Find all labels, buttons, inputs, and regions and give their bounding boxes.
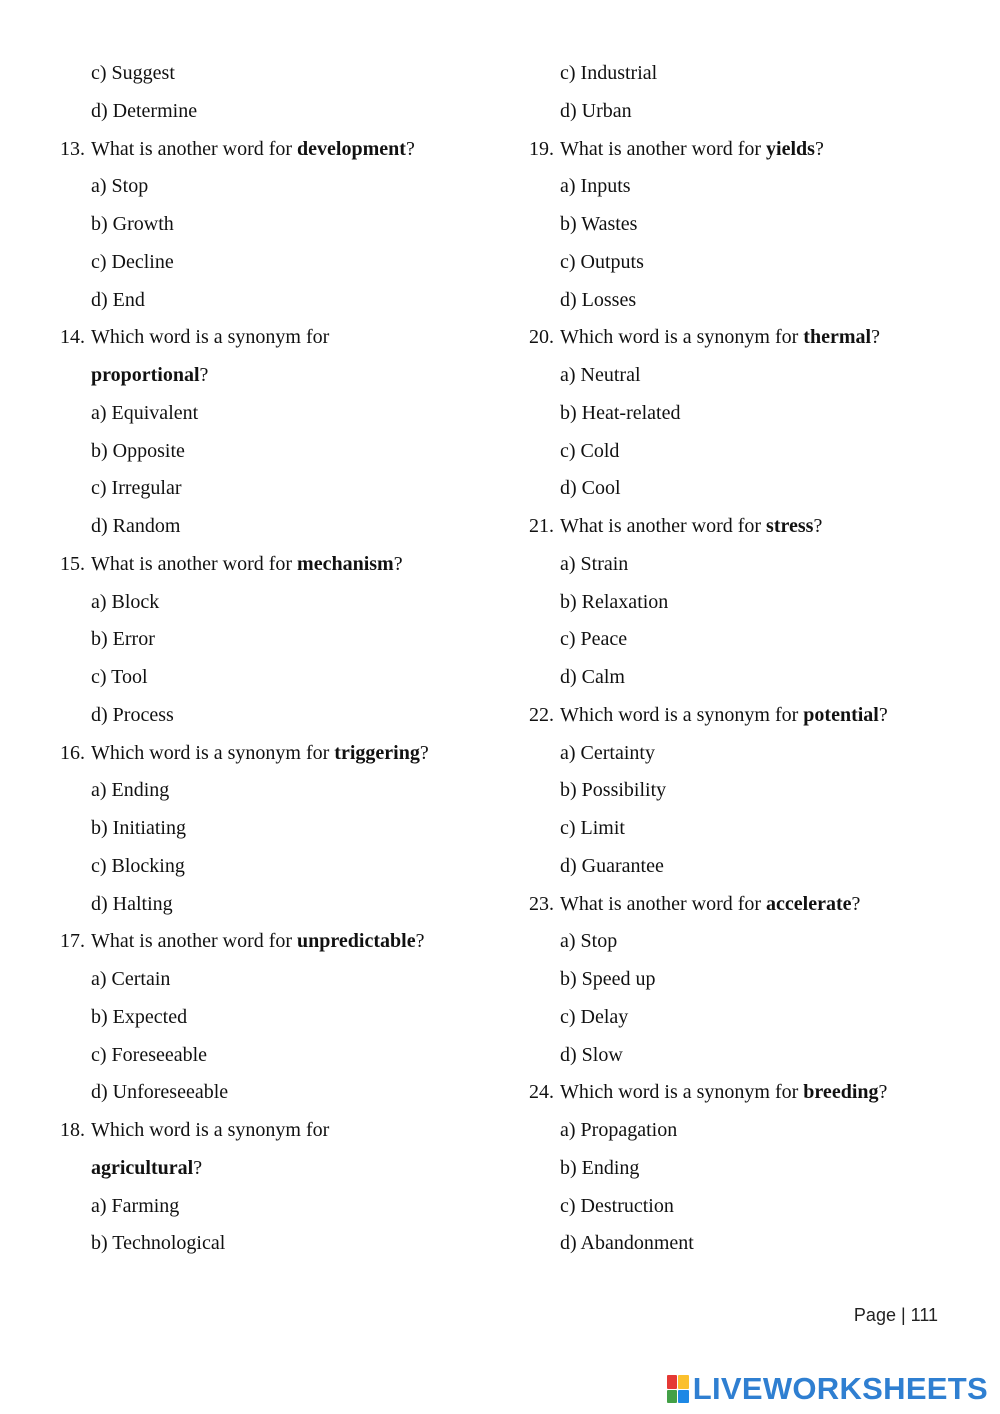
question-number: 20. [529, 326, 554, 349]
answer-option: d) Unforeseeable [91, 1081, 229, 1104]
answer-option: b) Technological [91, 1232, 226, 1255]
answer-option: d) Slow [560, 1043, 623, 1066]
question-suffix: ? [405, 137, 415, 160]
answer-option: b) Opposite [91, 439, 185, 462]
question-number: 22. [529, 703, 554, 726]
question-number: 15. [60, 552, 85, 575]
question-line [529, 886, 969, 924]
question-keyword: potential [803, 703, 879, 726]
answer-option: a) Farming [91, 1194, 180, 1217]
question-prefix: Which word is a synonym for [560, 1081, 804, 1104]
answer-option: c) Foreseeable [91, 1043, 208, 1066]
question-continuation [60, 1150, 490, 1188]
question-keyword: yields [766, 137, 815, 160]
answer-option: c) Delay [560, 1005, 629, 1028]
question-text [91, 131, 415, 169]
answer-option: a) Strain [560, 552, 629, 575]
answer-option: a) Ending [91, 779, 170, 802]
question-suffix: ? [393, 552, 403, 575]
answer-option: a) Certain [91, 968, 171, 990]
question-suffix: ? [415, 930, 425, 953]
question-keyword: stress [766, 515, 814, 537]
question-line [60, 735, 490, 773]
question-text [560, 131, 824, 169]
question-line [60, 319, 490, 357]
question-text [560, 319, 880, 357]
left-column [60, 55, 490, 1263]
question-keyword: mechanism [297, 552, 394, 575]
question-suffix: ? [813, 515, 823, 537]
question-line [60, 923, 490, 961]
logo-square-icon [667, 1390, 678, 1404]
answer-option: b) Expected [91, 1005, 188, 1028]
question-line [529, 697, 969, 735]
question-text [91, 319, 329, 357]
question-text [91, 735, 429, 773]
logo-square-icon [667, 1375, 678, 1389]
answer-option: a) Certainty [560, 741, 655, 764]
question-keyword: thermal [803, 326, 872, 349]
question-number: 17. [60, 930, 85, 953]
question-suffix: ? [419, 741, 429, 764]
answer-option: c) Irregular [91, 477, 182, 500]
answer-option: a) Stop [91, 175, 149, 198]
question-prefix: What is another word for [91, 552, 298, 575]
question-prefix: What is another word for [91, 930, 298, 953]
answer-option: d) End [91, 288, 145, 311]
question-prefix: Which word is a synonym for [91, 1119, 330, 1141]
answer-option: c) Industrial [560, 62, 658, 84]
logo-square-icon [678, 1390, 689, 1404]
liveworksheets-logo-text: LIVEWORKSHEETS [692, 1371, 988, 1406]
question-number: 23. [529, 892, 554, 915]
question-line [60, 546, 490, 584]
answer-option: a) Inputs [560, 175, 631, 198]
question-text [91, 1112, 329, 1150]
question-number: 24. [529, 1081, 554, 1104]
question-number: 18. [60, 1119, 85, 1141]
answer-option: c) Destruction [560, 1194, 674, 1217]
answer-option: c) Blocking [91, 854, 185, 877]
question-keyword: breeding [803, 1081, 879, 1104]
answer-option: d) Halting [91, 892, 173, 915]
answer-option: d) Guarantee [560, 854, 664, 877]
answer-option: d) Random [91, 515, 181, 537]
answer-option: d) Calm [560, 666, 625, 688]
question-prefix: What is another word for [560, 892, 767, 915]
question-line [529, 1074, 969, 1112]
question-keyword: proportional [91, 364, 200, 386]
answer-option: d) Determine [91, 99, 198, 122]
answer-option: b) Growth [91, 213, 174, 235]
answer-option: d) Process [91, 703, 174, 726]
question-text [560, 508, 822, 546]
question-suffix: ? [871, 326, 880, 349]
answer-option: d) Losses [560, 288, 637, 311]
question-number: 19. [529, 137, 554, 160]
question-prefix: Which word is a synonym for [560, 326, 804, 349]
answer-option: d) Cool [560, 477, 621, 500]
answer-option: b) Possibility [560, 779, 667, 802]
answer-option: c) Cold [560, 439, 620, 462]
question-suffix: ? [851, 892, 861, 915]
question-keyword: development [297, 137, 406, 160]
question-text [91, 923, 424, 961]
question-line [529, 319, 969, 357]
question-keyword: triggering [334, 741, 420, 764]
question-prefix: What is another word for [560, 515, 767, 537]
liveworksheets-logo-icon [667, 1375, 689, 1403]
question-line [529, 131, 969, 169]
question-suffix: ? [193, 1156, 203, 1179]
question-prefix: What is another word for [91, 137, 298, 160]
question-suffix: ? [199, 364, 209, 386]
question-text [91, 546, 403, 584]
question-continuation [60, 357, 490, 395]
answer-option: c) Decline [91, 250, 174, 273]
answer-option: a) Equivalent [91, 401, 199, 424]
question-text [560, 1074, 887, 1112]
answer-option: b) Ending [560, 1156, 640, 1179]
answer-option: a) Block [91, 590, 160, 613]
answer-option: b) Heat-related [560, 401, 681, 424]
logo-square-icon [678, 1375, 689, 1389]
question-line [529, 508, 969, 546]
question-suffix: ? [878, 703, 888, 726]
answer-option: c) Tool [91, 666, 148, 688]
answer-option: b) Relaxation [560, 590, 669, 613]
question-keyword: unpredictable [297, 930, 416, 953]
question-number: 13. [60, 137, 85, 160]
answer-option: c) Outputs [560, 250, 644, 273]
question-line [60, 1112, 490, 1150]
answer-option: a) Propagation [560, 1119, 678, 1141]
answer-option: a) Neutral [560, 364, 641, 386]
question-line [60, 131, 490, 169]
liveworksheets-logo [667, 1371, 988, 1407]
answer-option: d) Abandonment [560, 1232, 694, 1255]
answer-option: a) Stop [560, 930, 618, 953]
question-keyword: agricultural [91, 1156, 194, 1179]
question-prefix: What is another word for [560, 137, 767, 160]
question-number: 21. [529, 515, 554, 537]
question-text [560, 697, 888, 735]
answer-option: c) Limit [560, 817, 625, 839]
question-number: 14. [60, 326, 85, 349]
right-column [529, 55, 969, 1263]
page-number: Page | 111 [853, 1305, 938, 1325]
answer-option: b) Initiating [91, 817, 186, 839]
question-suffix: ? [878, 1081, 888, 1104]
question-prefix: Which word is a synonym for [560, 703, 804, 726]
question-number: 16. [60, 741, 85, 764]
answer-option: c) Suggest [91, 62, 175, 84]
question-text [560, 886, 860, 924]
answer-option: b) Error [91, 628, 155, 651]
answer-option: b) Speed up [560, 968, 656, 990]
question-suffix: ? [814, 137, 824, 160]
answer-option: c) Peace [560, 628, 628, 651]
question-keyword: accelerate [766, 892, 852, 915]
answer-option: b) Wastes [560, 213, 638, 235]
question-prefix: Which word is a synonym for [91, 741, 335, 764]
answer-option: d) Urban [560, 99, 632, 122]
question-prefix: Which word is a synonym for [91, 326, 330, 349]
